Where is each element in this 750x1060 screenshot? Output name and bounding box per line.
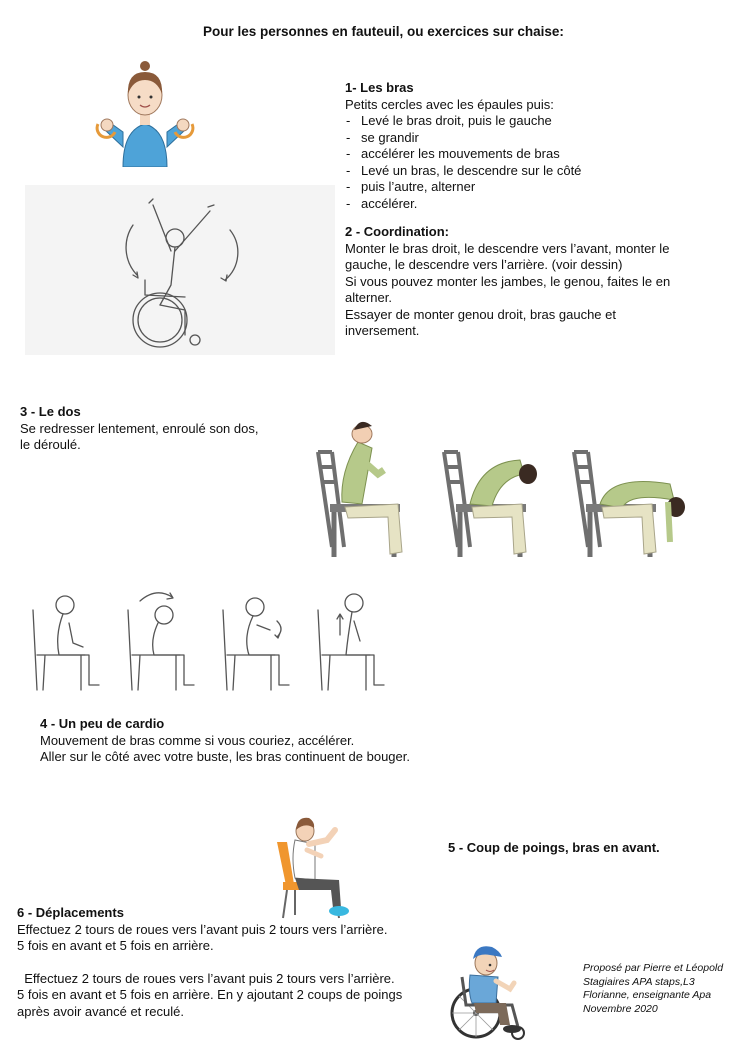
chair-cardio-sketch-illustration — [25, 585, 385, 700]
text-line: gauche, le descendre vers l’arrière. (voir dessin) — [345, 257, 623, 272]
section-back — [20, 404, 300, 454]
text-line: Se redresser lentement, enroulé son dos, — [20, 420, 259, 436]
text-line: Effectuez 2 tours de roues vers l’avant puis 2 tours vers l’arrière. — [17, 921, 388, 937]
section-arms-heading: 1- Les bras — [345, 80, 414, 95]
text-line: après avoir avancé et reculé. — [17, 1003, 184, 1019]
text-line: alterner. — [345, 290, 392, 305]
list-item: - puis l’autre, alterner — [345, 179, 735, 196]
list-item: - accélérer. — [345, 196, 735, 213]
section-moving — [17, 905, 437, 1020]
credit-line: Novembre 2020 — [583, 1002, 658, 1015]
section-coordination — [345, 224, 740, 340]
section-coordination-heading: 2 - Coordination: — [345, 224, 449, 239]
girl-shoulder-circles-illustration — [95, 52, 195, 167]
section-back-heading: 3 - Le dos — [20, 404, 81, 419]
credits — [583, 962, 743, 1016]
credit-line: Stagiaires APA staps,L3 — [583, 975, 695, 988]
list-item: - Levé le bras droit, puis le gauche — [345, 113, 735, 130]
section-moving-heading: 6 - Déplacements — [17, 905, 124, 920]
list-item: - accélérer les mouvements de bras — [345, 146, 735, 163]
text-line: 5 fois en avant et 5 fois en arrière. En y ajoutant 2 coups de poings — [17, 987, 403, 1002]
section-cardio-heading: 4 - Un peu de cardio — [40, 716, 165, 731]
section-cardio — [40, 716, 480, 766]
chair-back-roll-illustration — [310, 412, 730, 562]
text-line: le déroulé. — [20, 437, 81, 452]
text-line: Effectuez 2 tours de roues vers l’avant puis 2 tours vers l’arrière. — [17, 970, 395, 986]
credit-line: Proposé par Pierre et Léopold — [583, 962, 724, 974]
list-item: - Levé un bras, le descendre sur le côté — [345, 163, 735, 180]
section-arms — [345, 80, 735, 212]
credit-line: Florianne, enseignante Apa — [583, 989, 712, 1001]
text-line: Monter le bras droit, le descendre vers l’avant, monter le — [345, 240, 670, 256]
text-line: Aller sur le côté avec votre buste, les bras continuent de bouger. — [40, 749, 410, 764]
text-line: 5 fois en avant et 5 fois en arrière. — [17, 938, 214, 953]
text-line: Essayer de monter genou droit, bras gauche et — [345, 306, 616, 322]
text-line: Mouvement de bras comme si vous couriez, accélérer. — [40, 732, 355, 748]
list-item: - se grandir — [345, 130, 735, 147]
page-title: Pour les personnes en fauteuil, ou exercices sur chaise: — [203, 24, 564, 39]
text-line: inversement. — [345, 323, 420, 338]
wheelchair-arm-raise-illustration — [25, 185, 335, 355]
wheelchair-boy-illustration — [440, 925, 540, 1045]
section-punch-heading: 5 - Coup de poings, bras en avant. — [448, 840, 660, 855]
chair-punch-illustration — [265, 800, 365, 920]
text-line: Si vous pouvez monter les jambes, le genou, faites le en — [345, 273, 671, 289]
section-arms-list — [345, 113, 735, 212]
section-arms-intro: Petits cercles avec les épaules puis: — [345, 96, 554, 112]
